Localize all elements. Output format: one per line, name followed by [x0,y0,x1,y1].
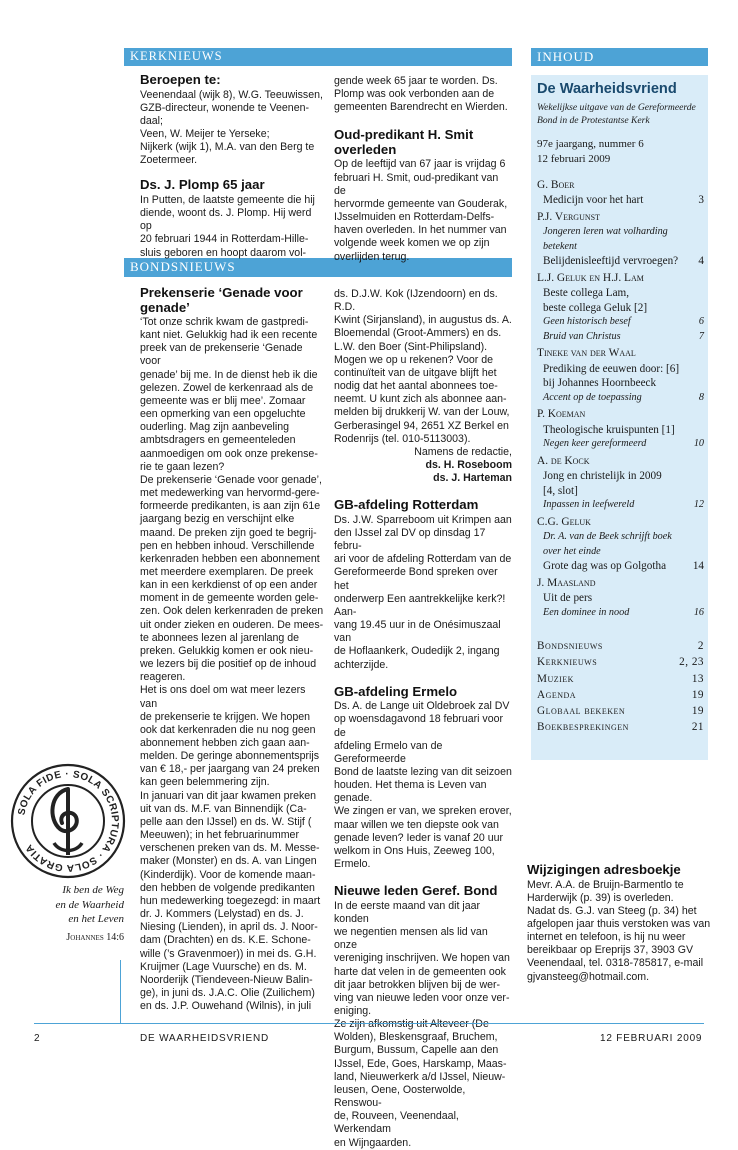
text-line: uit onder zieken en ouderen. De mees- [140,618,324,631]
toc-entry-page: 16 [693,606,704,618]
text-line: welkom in Ons Huis, Zeeweg 100, [334,844,495,857]
text-line: afgelopen jaar thuis verstoken was van [527,917,711,930]
text-line: pelle aan den IJssel) en ds. W. Stijf ( [140,815,312,828]
toc-author: C.G. Geluk [537,515,591,528]
text-line: overlijden terug. [334,250,410,263]
toc-entry[interactable] [531,484,708,499]
toc-entry[interactable] [531,530,708,559]
text-line: Burgum, Bussum, Capelle aan den [334,1044,499,1057]
gb-ermelo-text [334,700,512,871]
toc-entry-page [690,423,704,438]
text-line: hun medewerking toegezegd: in maart [140,894,321,907]
text-line: pen en hebben inhoud. Verschillende [140,539,315,552]
sign-name-2: ds. J. Harteman [433,472,512,485]
toc-entry-title: Bruid van Christus [543,330,621,342]
text-line: hervormde gemeente van Gouderak, [334,197,508,210]
text-line: Nadat ds. G.J. van Steeg (p. 34) het [527,904,697,917]
text-line: leusen, Oene, Oosterwolde, Renswou- [334,1083,466,1110]
toc-section-name: Agenda [537,688,577,701]
text-line: een opmerking van een opgeluchte [140,408,306,421]
toc-entry[interactable] [531,286,708,301]
toc-author: A. de Kock [537,454,590,467]
text-line: kant niet. Gelukkig had ik een recente [140,329,318,342]
text-line: op woensdagavond 18 februari voor de [334,713,504,739]
toc-section-row[interactable] [531,719,708,735]
toc-author: Tineke van der Waal [537,347,636,360]
text-line: preek van de prekenserie ‘Genade voor [140,342,303,368]
text-line: moment in de gemeente worden gele- [140,592,319,605]
toc-entry[interactable] [531,376,708,391]
toc-entry-title: Prediking de eeuwen door: [6] [543,362,680,375]
text-line: gemeente was er blij mee’. Zomaar [140,394,306,407]
text-line: Wolden), Bleskensgraaf, Bruchem, [334,1031,498,1044]
kerknieuws-bar [124,48,512,66]
toc-groups [531,178,708,620]
sola-seal-logo [10,763,126,879]
kerknieuws-col-right [334,75,512,264]
plomp-heading: Ds. J. Plomp 65 jaar [140,177,265,193]
toc-section-page: 2, 23 [679,656,704,669]
toc-entry-page [690,225,704,254]
toc-author: J. Maasland [537,576,596,589]
inhoud-bar [531,48,708,66]
toc-entry-page: 12 [693,499,704,511]
footer-horizontal-rule [34,1023,704,1024]
text-line: melden bij drukkerij W. van der Louw, [334,406,510,419]
text-line: land, Nieuwerkerk a/d IJssel, Nieuw- [334,1070,506,1083]
seal-ring-text: SOLA FIDE · SOLA SCRIPTURA · SOLA GRATIA [16,768,121,874]
text-line: neemt. U kunt zich als abonnee aan- [334,393,507,406]
toc-entry[interactable] [531,330,708,345]
toc-entry-title: Negen keer gereformeerd [543,438,647,450]
toc-entry-page: 14 [692,560,704,573]
toc-section-row[interactable] [531,687,708,703]
toc-section-page: 13 [691,672,704,685]
text-line: de, Rouveen, Veenendaal, Werkendam [334,1110,459,1136]
text-line: Mevr. A.A. de Bruijn-Barmentlo te [527,878,684,891]
text-line: en Wijngaarden. [334,1136,412,1149]
text-line: kerkenraden hebben een abonnement [140,552,320,565]
quote-line-3: en het Leven [68,913,124,925]
toc-section-row[interactable] [531,654,708,670]
toc-entry-title: Jongeren leren wat volharding betekent [543,226,668,252]
toc-author: G. Boer [537,179,575,191]
text-line: Nijkerk (wijk 1), M.A. van den Berg te [140,141,315,154]
toc-section-row[interactable] [531,671,708,687]
text-line: Bond de laatste lezing van dit seizoen [334,766,512,778]
text-line: aanmoedigen om ook onze prekense- [140,447,318,460]
magazine-subtitle: Wekelijkse uitgave van de Gereformeerde Bond in de Protestantse Kerk [537,102,696,126]
toc-entry[interactable] [531,315,708,330]
text-line: preken. Gelukkig komen er ook nieu- [140,644,314,657]
toc-section-name: Kerknieuws [537,656,598,669]
toc-entry[interactable] [531,559,708,574]
gb-rotterdam-text [334,514,512,672]
toc-entry-title: Beste collega Lam, [543,286,630,299]
text-line: Bloemendal (Groot-Ammers) en ds. [334,327,502,340]
text-line: februari H. Smit, oud-predikant van de [334,171,499,197]
text-line: Het is ons doel om wat meer lezers van [140,684,306,710]
footer-date: 12 FEBRUARI 2009 [600,1033,703,1044]
toc-entry-page: 6 [698,316,704,328]
bondsnieuws-label: BONDSNIEUWS [130,259,236,274]
text-line: We zingen er van, we spreken erover, [334,805,512,818]
preken-text-cont [334,288,512,446]
toc-section-row[interactable] [531,638,708,654]
quote-reference: Johannes 14:6 [66,931,124,943]
toc-section-name: Globaal bekeken [537,704,626,717]
text-line: gemeenten Barendrecht en Wierden. [334,101,508,114]
nieuwe-leden-text [334,900,512,1150]
toc-entry-title: bij Johannes Hoornbeeck [543,377,657,390]
text-line: L.W. den Boer (Sint-Philipsland). [334,340,488,353]
text-line: 20 februari 1944 in Rotterdam-Hille- [140,233,309,246]
text-line: continuïteit van de uitgave blijft het [334,366,497,379]
text-line: gjvansteeg@hotmail.com. [527,970,650,983]
text-line: maar willen we ten diepste ook van [334,818,499,831]
footer-vertical-rule [120,960,121,1024]
sign-name-1: ds. H. Roseboom [425,459,512,472]
toc-section-page: 2 [697,640,704,653]
text-line: Ds. J.W. Sparreboom uit Krimpen aan [334,513,512,526]
adresboekje-block [527,863,712,984]
preken-text [140,316,325,1013]
toc-author: P. Koeman [537,408,586,421]
toc-entry-page [690,469,704,484]
text-line: met meerdere exemplaren. De preek [140,565,314,578]
issue-number: 97e jaargang, nummer 6 [537,138,644,150]
text-line: ‘Tot onze schrik kwam de gastpredi- [140,316,309,328]
toc-section-name: Boekbesprekingen [537,721,629,734]
text-line: Plomp was ook verbonden aan de [334,88,495,101]
toc-section-page: 21 [691,721,704,734]
text-line: De prekenserie ‘Genade voor genade’, [140,473,322,486]
text-line: den hebben de volgende predikanten [140,881,315,894]
text-line: den IJssel zal DV op dinsdag 17 febru- [334,527,486,553]
toc-entry[interactable] [531,606,708,621]
toc-sections [531,638,708,735]
toc-entry-page [690,286,704,301]
issue-date: 12 februari 2009 [537,152,611,165]
toc-entry[interactable] [531,423,708,438]
text-line: Meeuwen); in het februarinummer [140,829,299,842]
text-line: dam (Drachten) en ds. K.E. Schone- [140,934,311,947]
text-line: Noorderijk (Tiendeveen-Nieuw Balin- [140,973,313,986]
toc-entry[interactable] [531,301,708,316]
gb-rotterdam-heading: GB-afdeling Rotterdam [334,497,479,513]
table-of-contents [531,75,708,735]
toc-entry-page [690,301,704,316]
quote-line-1: Ik ben de Weg [62,884,124,896]
text-line: IJssel, Ede, Goes, Harskamp, Maas- [334,1057,507,1070]
adresboekje-heading: Wijzigingen adresboekje [527,862,681,877]
text-line: Gereformeerde Bond spreken over het [334,566,498,592]
toc-entry-title: Jong en christelijk in 2009 [543,469,662,482]
preken-heading: Prekenserie ‘Genade voor genade’ [140,285,303,315]
text-line: vang 19.45 uur in de Onésimuszaal van [334,619,501,645]
text-line: de prekenserie te krijgen. We hopen [140,710,310,723]
toc-entry-page [690,362,704,377]
text-line: ds. D.J.W. Kok (IJzendoorn) en ds. R.D. [334,288,498,314]
toc-entry[interactable] [531,469,708,484]
text-line: jaargang bezig en verschijnt elke [140,513,295,526]
bible-quote [10,883,124,945]
toc-entry-title: Dr. A. van de Beek schrijft boek over het einde [543,530,672,557]
toc-entry-page: 10 [693,438,704,450]
toc-entry-page: 4 [698,255,704,268]
beroepen-heading: Beroepen te: [140,72,221,87]
text-line: reageren. [140,671,186,684]
toc-author: P.J. Vergunst [537,210,600,223]
toc-entry-title: [4, slot] [543,484,578,497]
toc-entry[interactable] [531,254,708,269]
toc-entry-title: Een dominee in nood [543,606,630,618]
quote-line-2: en de Waarheid [55,898,124,911]
signoff: Namens de redactie, [414,445,512,458]
text-line: melden. De geringe abonnementsprijs [140,750,320,763]
text-line: Veen, W. Meijer te Yerseke; [140,127,270,140]
toc-entry-page [690,530,704,559]
text-line: bereikbaar op Ereprijs 37, 3903 GV [527,944,694,957]
text-line: dit jaar betrokken blijven bij de wer- [334,978,501,991]
toc-entry-page [690,591,704,606]
text-line: vereniging inschrijven. We hopen van [334,952,510,965]
toc-entry-page: 3 [698,194,704,207]
toc-section-row[interactable] [531,703,708,719]
toc-entry-title: Grote dag was op Golgotha [543,560,667,573]
text-line: houden. Het thema is Leven van genade. [334,779,487,805]
toc-author: L.J. Geluk en H.J. Lam [537,271,644,284]
text-line: wille (’s Gravenmoer)) in mei ds. G.H. [140,947,317,960]
text-line: dr. J. Kommers (Lelystad) en ds. J. [140,908,304,921]
inhoud-label: INHOUD [537,49,595,64]
toc-entry-page: 7 [698,330,704,342]
beroepen-text [140,89,325,168]
text-line: kan in een kerkdienst of op een ander [140,579,318,592]
toc-entry-page [690,484,704,499]
text-line: Kruijmer (Lage Vuursche) en ds. M. [140,960,307,973]
text-line: haven overleden. In het nummer van [334,224,507,237]
magazine-title: De Waarheidsvriend [537,81,677,97]
text-line: Ds. A. de Lange uit Oldebroek zal DV [334,700,510,713]
bondsnieuws-col-left [140,286,325,1013]
smit-heading: Oud-predikant H. Smit overleden [334,127,474,157]
text-line: met medewerking van hervormd-gere- [140,487,320,500]
text-line: Ermelo. [334,858,371,871]
text-line: maand. De preken zijn goed te begrij- [140,526,317,539]
text-line: IJsselmuiden en Rotterdam-Delfs- [334,211,495,224]
text-line: ving van nieuwe leden voor onze ver- [334,991,510,1004]
text-line: gende week 65 jaar te worden. Ds. [334,75,498,87]
text-line: rie te gaan lezen? [140,460,225,473]
text-line: genade leven? Ieder is vanaf 20 uur [334,831,504,844]
text-line: Zoetermeer. [140,154,198,167]
text-line: Veenendaal, tel. 0318-785817, e-mail [527,957,704,970]
footer-magazine: DE WAARHEIDSVRIEND [140,1033,270,1044]
text-line: formeerde predikanten, is aan zijn 61e [140,500,321,513]
text-line: Veenendaal (wijk 8), W.G. Teeuwissen, [140,88,323,101]
text-line: volgende week komen we op zijn [334,237,490,250]
toc-section-name: Bondsnieuws [537,640,603,653]
text-line: internet en telefoon, is hij nu weer [527,931,686,944]
toc-entry[interactable] [531,437,708,452]
text-line: diende, woont ds. J. Plomp. Hij werd op [140,207,312,233]
text-line: te abonnees lezen al jarenlang de [140,631,300,644]
toc-entry[interactable] [531,193,708,208]
adresboekje-text [527,879,712,984]
toc-entry[interactable] [531,498,708,513]
kerknieuws-col-left [140,73,325,260]
toc-entry[interactable] [531,225,708,254]
toc-entry-title: Medicijn voor het hart [543,194,644,207]
toc-entry-page [690,376,704,391]
text-line: maker (Monster) en ds. A. van Lingen [140,855,317,868]
text-line: eniging. [334,1005,372,1017]
text-line: ook dat kerkenraden die nu nog geen [140,723,316,736]
toc-section-page: 19 [691,704,704,717]
text-line: abonnement hebben zich gaan aan- [140,737,310,749]
text-line: afdeling Ermelo van de Gereformeerde [334,739,443,765]
text-line: Kwint (Sirjansland), in augustus ds. A. [334,314,512,327]
text-line: gelezen. Zowel de kerkenraad als de [140,381,314,394]
toc-entry[interactable] [531,362,708,377]
text-line: de Hoflaankerk, Oudedijk 2, ingang [334,645,500,658]
text-line: van € 18,- per jaargang van 24 preken [140,763,320,776]
text-line: we negentien mensen als lid van onze [334,926,488,952]
text-line: sluis geboren en hoopt daarom vol- [140,246,307,259]
text-line: (Kinderdijk). Voor de komende maan- [140,868,316,881]
plomp-text [140,194,325,260]
smit-text [334,158,512,263]
toc-entry-title: Inpassen in leefwereld [543,499,635,511]
toc-entry-title: Belijdenisleeftijd vervroegen? [543,255,679,268]
text-line: ouderling. Mag zijn aanbeveling [140,421,290,434]
toc-entry[interactable] [531,391,708,406]
toc-entry-title: Theologische kruispunten [1] [543,423,675,436]
toc-entry-title: Accent op de toepassing [543,391,642,403]
toc-entry-title: beste collega Geluk [2] [543,301,648,314]
text-line: ambtsdragers en gemeenteleden [140,434,296,447]
text-line: Niesing (Lienden), in april ds. J. Noor- [140,921,318,934]
toc-entry-title: Geen historisch besef [543,316,631,328]
text-line: Harderwijk (p. 39) is overleden. [527,891,674,904]
text-line: Rodenrijs (tel. 010-5113003). [334,432,471,445]
text-line: daal; [140,114,163,127]
text-line: achterzijde. [334,658,389,671]
toc-section-page: 19 [691,688,704,701]
text-line: Gerberasingel 94, 2651 XZ Berkel en [334,419,509,432]
text-line: In januari van dit jaar kwamen preken [140,789,317,802]
gb-ermelo-heading: GB-afdeling Ermelo [334,683,458,699]
kerknieuws-label: KERKNIEUWS [130,49,223,63]
text-line: uit van ds. M.F. van Binnendijk (Ca- [140,802,307,815]
toc-section-name: Muziek [537,672,574,685]
text-line: we lezers bij die positief op de inhoud [140,658,317,671]
text-line: onderwerp Een aantrekkelijke kerk?! Aan- [334,592,506,618]
text-line: ari voor de afdeling Rotterdam van de [334,553,512,566]
text-line: en ds. J.P. Ouwehand (Wilnis), in juli [140,1000,312,1013]
plomp-text-cont [334,75,512,114]
text-line: Op de leeftijd van 67 jaar is vrijdag 6 [334,158,506,171]
page-number: 2 [34,1033,41,1044]
bondsnieuws-col-right [334,288,512,1150]
toc-entry-page: 8 [698,391,704,403]
text-line: zen. Ook delen kerkenraden de preken [140,605,324,618]
toc-entry-title: Uit de pers [543,591,593,604]
text-line: GZB-directeur, wonende te Veenen- [140,101,310,114]
text-line: In Putten, de laatste gemeente die hij [140,193,315,206]
text-line: Mogen we op u rekenen? Voor de [334,353,494,366]
text-line: harte dat velen in de gemeenten ook [334,965,506,978]
toc-entry[interactable] [531,591,708,606]
text-line: In de eerste maand van dit jaar konden [334,899,481,925]
text-line: Ze zijn afkomstig uit Alteveer (De [334,1018,489,1031]
text-line: ge), in juni ds. J.A.C. Olie (Zuilichem) [140,986,315,999]
text-line: kan geen belemmering zijn. [140,776,270,789]
nieuwe-leden-heading: Nieuwe leden Geref. Bond [334,883,498,899]
text-line: verschenen preken van ds. M. Messe- [140,842,320,855]
text-line: nodig dat het aantal abonnees toe- [334,380,498,393]
text-line: genade’ bij me. In de dienst heb ik die [140,368,318,381]
